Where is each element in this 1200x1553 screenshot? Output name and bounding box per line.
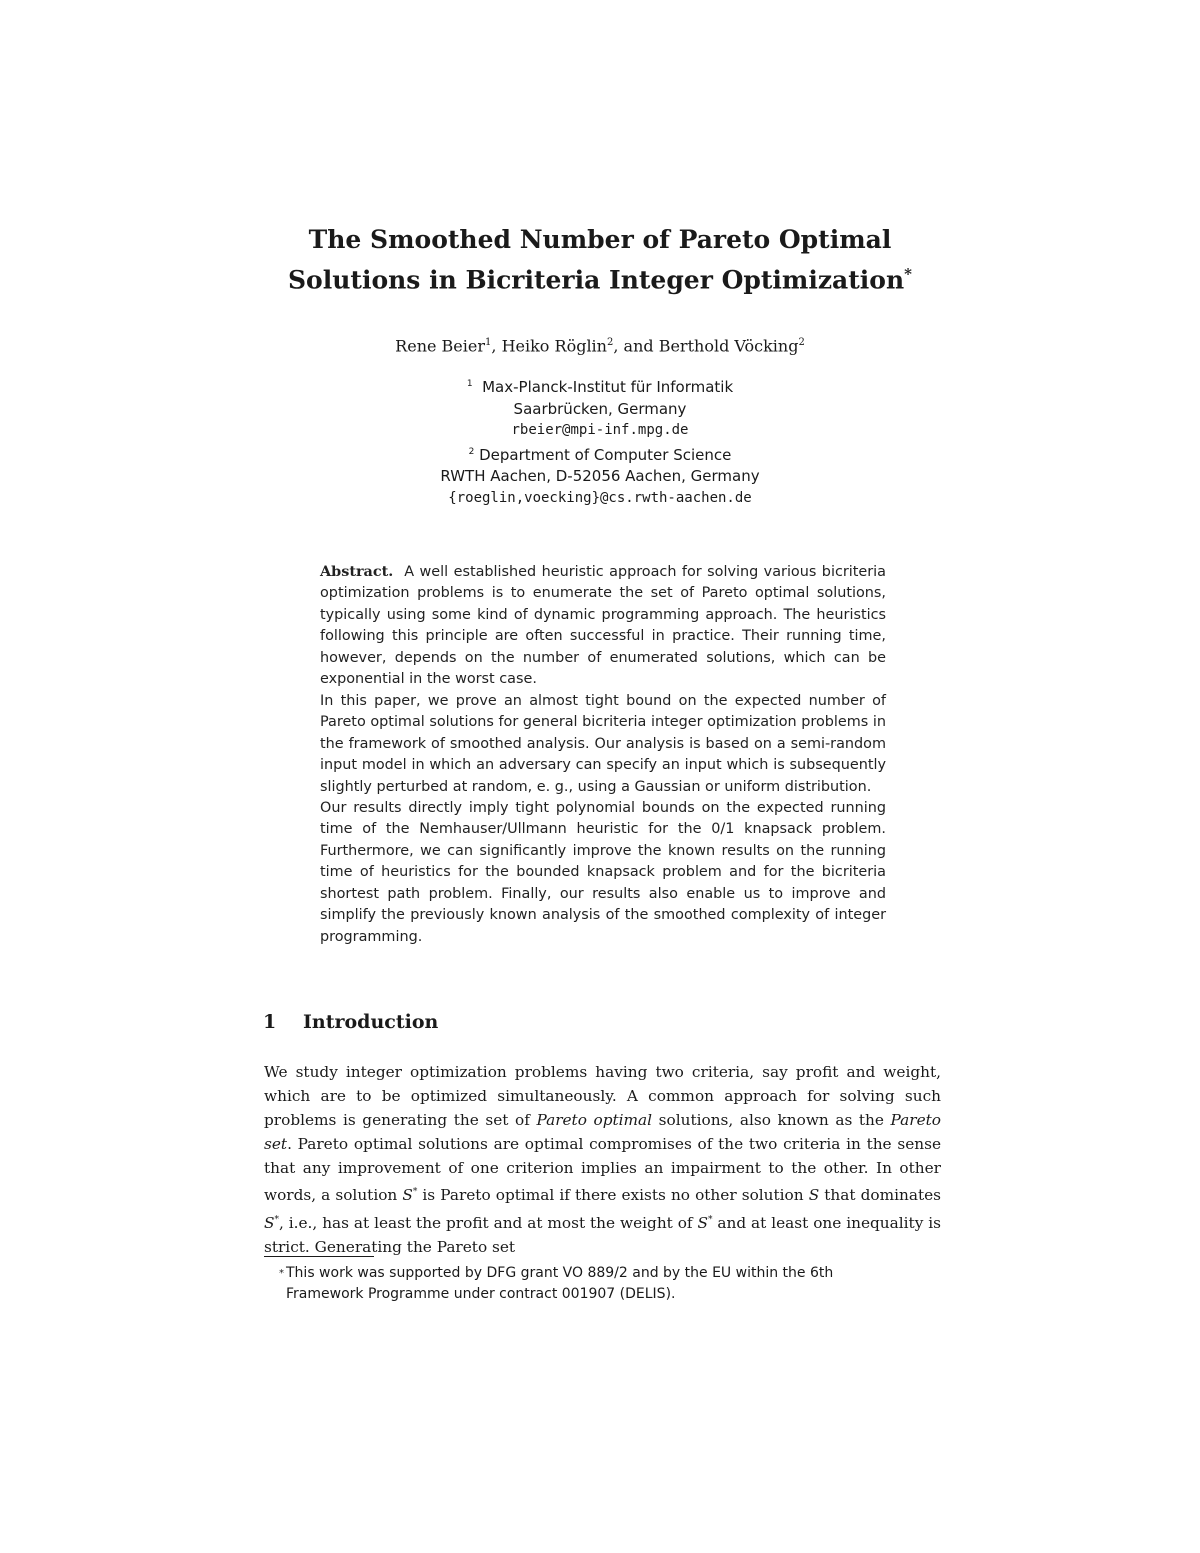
footnote (264, 1263, 941, 1305)
intro-text-3: . Pareto optimal solutions are optimal compromises of the two criteria in the sense that any improvement of one criterion implies an impairment to the other. In other words, a solution (264, 1135, 941, 1205)
affiliation-2-mark: 2 (468, 446, 475, 457)
affiliation-2-city: RWTH Aachen, D-52056 Aachen, Germany (440, 467, 760, 486)
symbol-s-star: S (402, 1186, 413, 1205)
abstract-text-1: A well established heuristic approach for solving various bicriteria optimization problems is to enumerate the set of Pareto optimal solutions, typically using some kind of dynamic programming approach. The heuristics following this principle are often successful in practice. Their running time, however, depends on the number of enumerated solutions, which can be exponential in the worst case. (320, 564, 887, 688)
abstract-paragraph-1 (320, 561, 886, 691)
symbol-s: S (808, 1186, 820, 1205)
title-footnote-mark: * (904, 265, 912, 283)
intro-text-2: solutions, also known as the (652, 1111, 891, 1130)
star-mark: * (707, 1214, 713, 1225)
author-roeglin: Heiko Röglin (501, 336, 607, 356)
term-pareto-set: Pareto set (264, 1111, 941, 1154)
abstract (320, 561, 886, 948)
affiliation-2-department (300, 442, 900, 467)
author-separator: , (491, 336, 502, 356)
introduction-paragraph (264, 1060, 941, 1259)
author-conjunction: , and (613, 336, 659, 356)
footnote-text-1: This work was supported by DFG grant VO 889/2 and by the EU within the 6th (286, 1265, 834, 1281)
term-pareto-optimal: Pareto optimal (536, 1111, 653, 1130)
author-roeglin-affil: 2 (606, 337, 614, 348)
abstract-paragraph-2: In this paper, we prove an almost tight bound on the expected number of Pareto optimal solutions for general bicriteria integer optimization problems in the framework of smoothed analysis. Our analysis is based on a semi-random input model in which an adversary can specify an input which is subsequently slightly perturbed at random, e. g., using a Gaussian or uniform distribution. (320, 692, 886, 795)
affiliations (300, 374, 900, 510)
intro-text-4: is Pareto optimal if there exists no other solution (417, 1186, 809, 1205)
section-number: 1 (263, 1011, 277, 1033)
author-beier: Rene Beier (395, 336, 486, 356)
intro-text-1: We study integer optimization problems having two criteria, say profit and weight, which are to be optimized simultaneously. A common approach for solving such problems is generating the set of (264, 1063, 941, 1130)
section-heading-introduction (263, 1008, 438, 1036)
symbol-s-star: S (697, 1213, 708, 1232)
affiliation-1-email: rbeier@mpi-inf.mpg.de (511, 422, 689, 439)
title-line-1: The Smoothed Number of Pareto Optimal (308, 225, 892, 254)
author-beier-affil: 1 (485, 337, 492, 348)
star-mark: * (412, 1187, 418, 1198)
intro-text-6: , i.e., has at least the profit and at most the weight of (278, 1213, 698, 1232)
symbol-s-star: S (264, 1213, 275, 1232)
footnote-line-2: Framework Programme under contract 001907 (DELIS). (286, 1286, 676, 1302)
author-voecking-affil: 2 (798, 337, 805, 348)
affiliation-2-email: {roeglin,voecking}@cs.rwth-aachen.de (448, 489, 752, 506)
affiliation-1-city: Saarbrücken, Germany (513, 399, 687, 418)
author-voecking: Berthold Vöcking (658, 336, 799, 356)
author-list (200, 331, 1000, 358)
paper-title (200, 222, 1000, 297)
intro-text-7: and at least one inequality is strict. Generating the Pareto set (264, 1213, 941, 1256)
abstract-label: Abstract. (320, 563, 394, 580)
star-mark: * (274, 1214, 279, 1225)
affiliation-1-name: Max-Planck-Institut für Informatik (482, 378, 734, 396)
affiliation-1-mark: 1 (466, 379, 473, 389)
section-title: Introduction (303, 1011, 439, 1033)
footnote-mark: * (279, 1268, 284, 1279)
footnote-rule (264, 1256, 374, 1257)
affiliation-1-institute (300, 374, 900, 399)
affiliation-2-name: Department of Computer Science (479, 445, 732, 464)
abstract-paragraph-3: Our results directly imply tight polynomial bounds on the expected running time of the Nemhauser/Ullmann heuristic for the 0/1 knapsack problem. Furthermore, we can significantly improve the known results on the running time of heuristics for the bounded knapsack problem and for the bicriteria shortest path problem. Finally, our results also enable us to improve and simplify the previously known analysis of the smoothed complexity of integer programming. (320, 799, 886, 945)
intro-text-5: that dominates (819, 1186, 941, 1205)
title-line-2: Solutions in Bicriteria Integer Optimization (288, 265, 905, 295)
footnote-line-1 (264, 1263, 941, 1284)
